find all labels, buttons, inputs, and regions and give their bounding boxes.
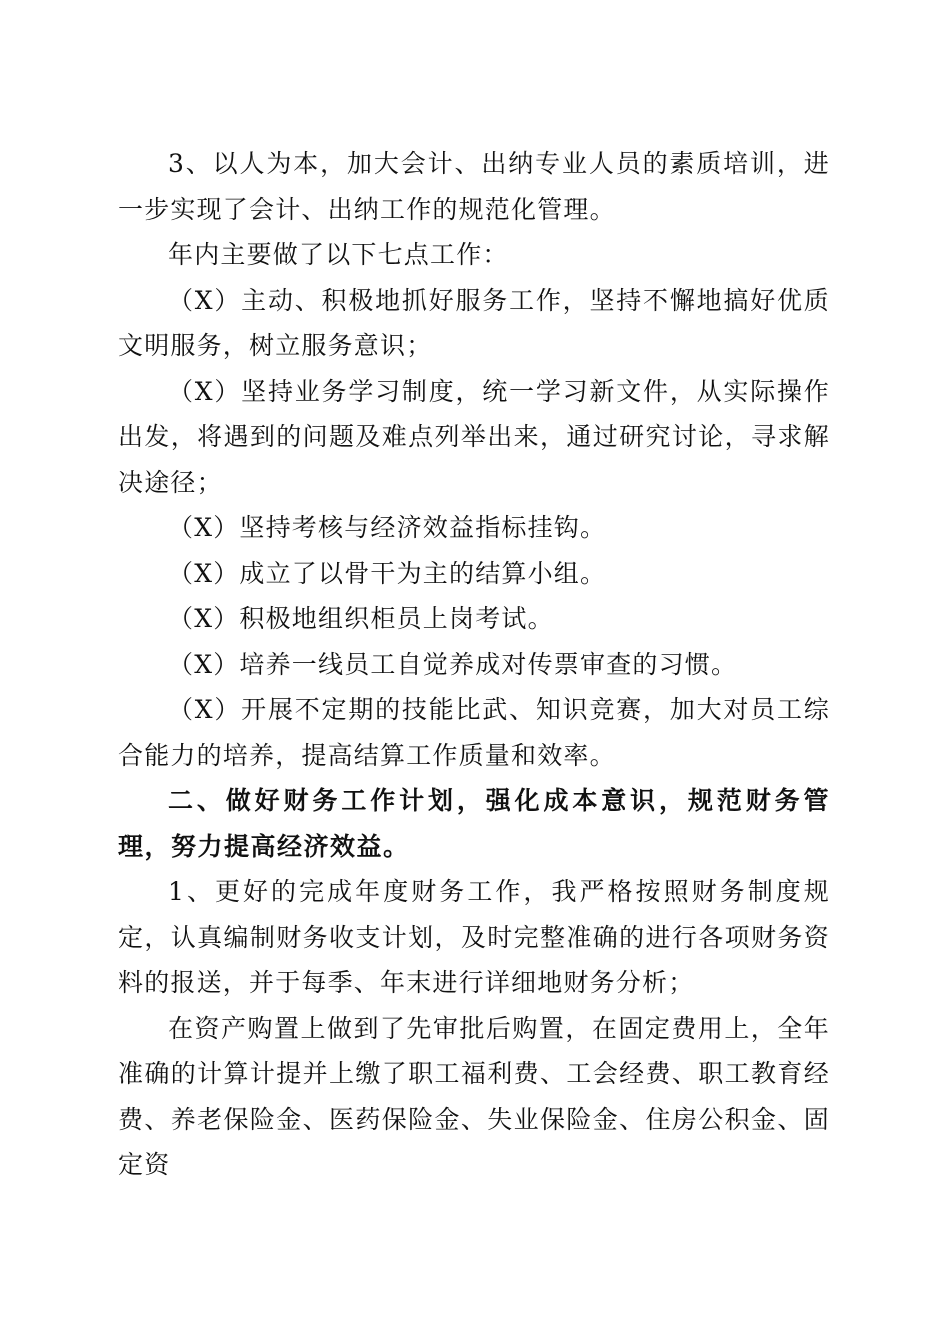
paragraph-point-skill-contest: （X）开展不定期的技能比武、知识竞赛，加大对员工综合能力的培养，提高结算工作质量和效率。	[118, 695, 830, 770]
paragraph-point-study: （X）坚持业务学习制度，统一学习新文件，从实际操作出发，将遇到的问题及难点列举出来，通过研究讨论，寻求解决途径；	[118, 376, 830, 497]
paragraph-annual-financial-work: 1、更好的完成年度财务工作，我严格按照财务制度规定，认真编制财务收支计划，及时完整准确的进行各项财务资料的报送，并于每季、年末进行详细地财务分析；	[118, 877, 830, 997]
section-heading-financial-plan: 二、做好财务工作计划，强化成本意识，规范财务管理，努力提高经济效益。	[118, 786, 830, 861]
paragraph-asset-purchase: 在资产购置上做到了先审批后购置，在固定费用上，全年准确的计算计提并上缴了职工福利费、工会经费、职工教育经费、养老保险金、医药保险金、失业保险金、住房公积金、固定资	[118, 1013, 830, 1179]
paragraph-point-voucher-review: （X）培养一线员工自觉养成对传票审查的习惯。	[168, 649, 738, 679]
paragraph-seven-points-intro: 年内主要做了以下七点工作：	[168, 240, 509, 269]
document-body	[118, 141, 830, 1188]
paragraph-point-teller-exam: （X）积极地组织柜员上岗考试。	[168, 604, 554, 633]
paragraph-point-service: （X）主动、积极地抓好服务工作，坚持不懈地搞好优质文明服务，树立服务意识；	[118, 285, 830, 360]
paragraph-staff-training: 3、以人为本，加大会计、出纳专业人员的素质培训，进一步实现了会计、出纳工作的规范化管理。	[118, 149, 830, 224]
paragraph-point-assessment: （X）坚持考核与经济效益指标挂钩。	[168, 513, 607, 542]
paragraph-point-settlement-group: （X）成立了以骨干为主的结算小组。	[168, 558, 607, 588]
